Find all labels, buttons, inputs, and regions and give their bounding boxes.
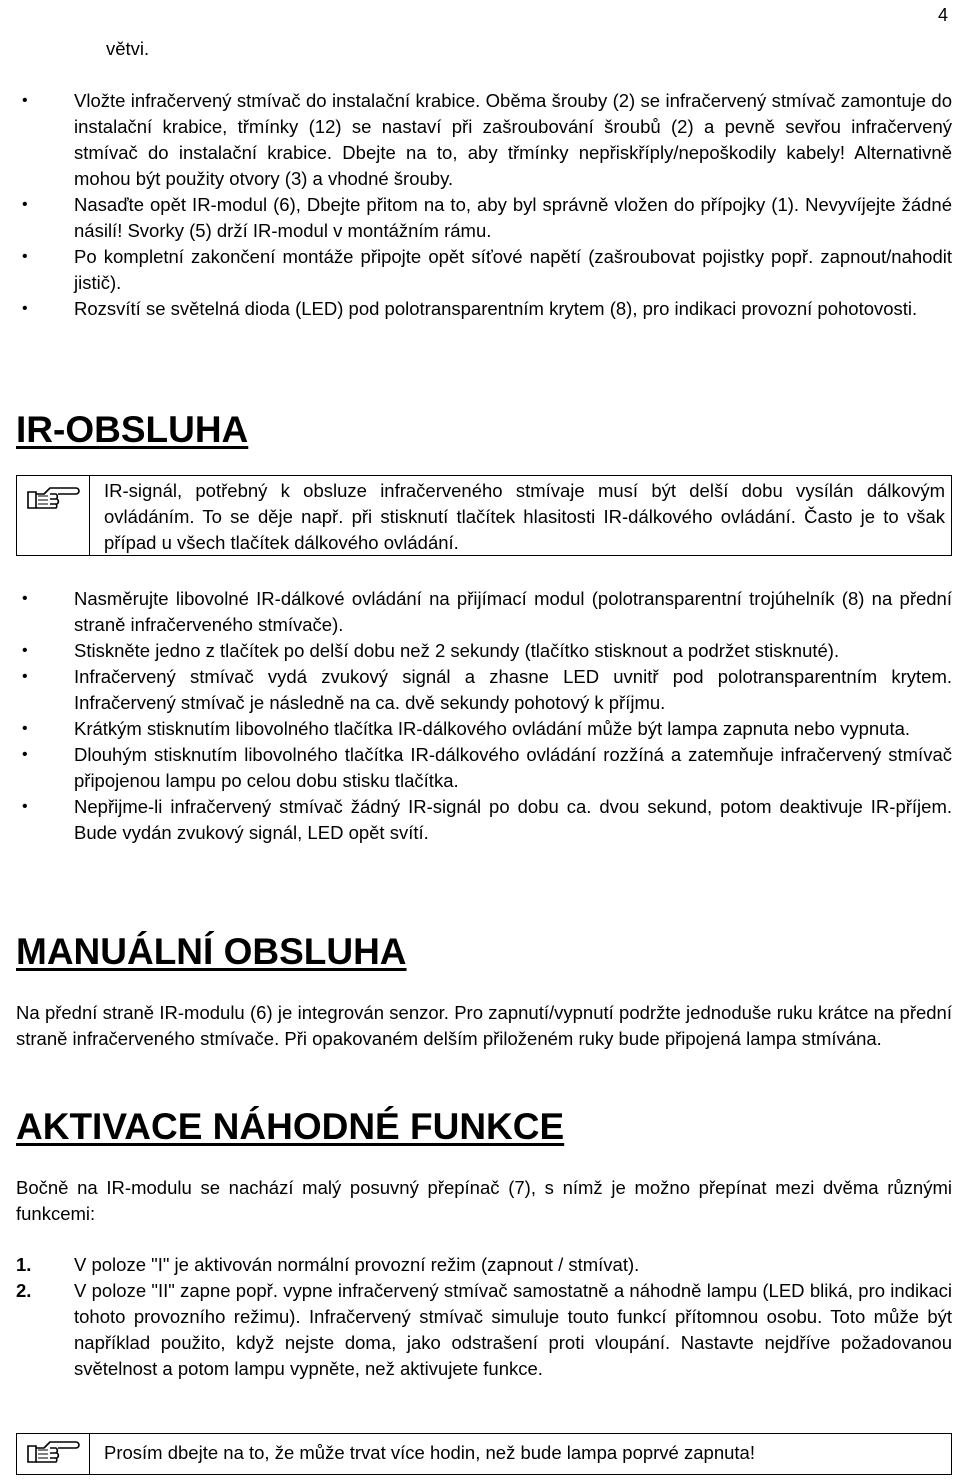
option-number: 2. (16, 1280, 32, 1301)
ir-step: • Infračervený stmívač vydá zvukový signál a zhasne LED uvnitř pod polotransparentním krytem. Infračervený stmívač je následně na ca. dvě sekundy pohotový k příjmu. (16, 664, 952, 716)
install-steps (16, 88, 952, 322)
random-options (16, 1252, 952, 1382)
pointing-hand-icon (17, 476, 90, 555)
ir-step: • Nasměrujte libovolné IR-dálkové ovládání na přijímací modul (polotransparentní trojúhelník (8) na přední straně infračerveného stmívače). (16, 586, 952, 638)
random-note-box (16, 1433, 952, 1475)
page-number: 4 (937, 5, 948, 25)
install-step: • Rozsvítí se světelná dioda (LED) pod polotransparentním krytem (8), pro indikaci provozní pohotovosti. (16, 296, 952, 322)
ir-heading: IR-OBSLUHA (16, 409, 249, 450)
option-text: V poloze "I" je aktivován normální provozní režim (zapnout / stmívat). (74, 1254, 640, 1275)
random-intro: Bočně na IR-modulu se nachází malý posuvný přepínač (7), s nímž je možno přepínat mezi dvěma různými funkcemi: (16, 1177, 952, 1224)
ir-note-box (16, 475, 952, 556)
random-heading: AKTIVACE NÁHODNÉ FUNKCE (16, 1106, 565, 1147)
manual-text: Na přední straně IR-modulu (6) je integrován senzor. Pro zapnutí/vypnutí podržte jednoduše ruku krátce na přední straně infračerveného stmívače. Při opakovaném delším přiloženém ruky bude připojená lampa stmívána. (16, 1002, 952, 1049)
install-step: • Nasaďte opět IR-modul (6), Dbejte přitom na to, aby byl správně vložen do přípojky (1). Nevyvíjejte žádné násilí! Svorky (5) drží IR-modul v montážním rámu. (16, 192, 952, 244)
random-option (16, 1278, 952, 1382)
pointing-hand-icon (17, 1434, 90, 1474)
continuation-text: větvi. (106, 38, 150, 59)
ir-note-text: IR-signál, potřebný k obsluze infračerveného stmívaje musí být delší dobu vysílán dálkovým ovládáním. To se děje např. při stisknutí tlačítek hlasitosti IR-dálkového ovládání. Často je to však případ u všech tlačítek dálkového ovládání. (104, 480, 945, 553)
random-option (16, 1252, 952, 1278)
option-number: 1. (16, 1254, 32, 1275)
ir-step: • Stiskněte jedno z tlačítek po delší dobu než 2 sekundy (tlačítko stisknout a podržet stisknuté). (16, 638, 952, 664)
ir-step: • Krátkým stisknutím libovolného tlačítka IR-dálkového ovládání může být lampa zapnuta nebo vypnuta. (16, 716, 952, 742)
random-note-text: Prosím dbejte na to, že může trvat více hodin, než bude lampa poprvé zapnuta! (104, 1442, 755, 1463)
ir-step: • Dlouhým stisknutím libovolného tlačítka IR-dálkového ovládání rozžíná a zatemňuje infračervený stmívač připojenou lampu po celou dobu stisku tlačítka. (16, 742, 952, 794)
option-text: V poloze "II" zapne popř. vypne infračervený stmívač samostatně a náhodně lampu (LED bliká, pro indikaci tohoto provozního režimu). Infračervený stmívač simuluje touto funkcí přítomnou osobu. Toto může být například použito, když nejste doma, jako odstrašení proti vloupání. Nastavte nejdříve požadovanou světelnost a potom lampu vypněte, než aktivujete funkce. (74, 1280, 952, 1379)
manual-heading: MANUÁLNÍ OBSLUHA (16, 931, 407, 972)
ir-steps (16, 586, 952, 846)
ir-step: • Nepřijme-li infračervený stmívač žádný IR-signál po dobu ca. dvou sekund, potom deaktivuje IR-příjem. Bude vydán zvukový signál, LED opět svítí. (16, 794, 952, 846)
install-step: • Po kompletní zakončení montáže připojte opět síťové napětí (zašroubovat pojistky popř. zapnout/nahodit jistič). (16, 244, 952, 296)
install-step: • Vložte infračervený stmívač do instalační krabice. Oběma šrouby (2) se infračervený stmívač zamontuje do instalační krabice, třmínky (12) se nastaví při zašroubování šroubů (2) a pevně sevřou infračervený stmívač do instalační krabice. Dbejte na to, aby třmínky nepřiskříply/nepoškodily kabely! Alternativně mohou být použity otvory (3) a vhodné šrouby. (16, 88, 952, 192)
